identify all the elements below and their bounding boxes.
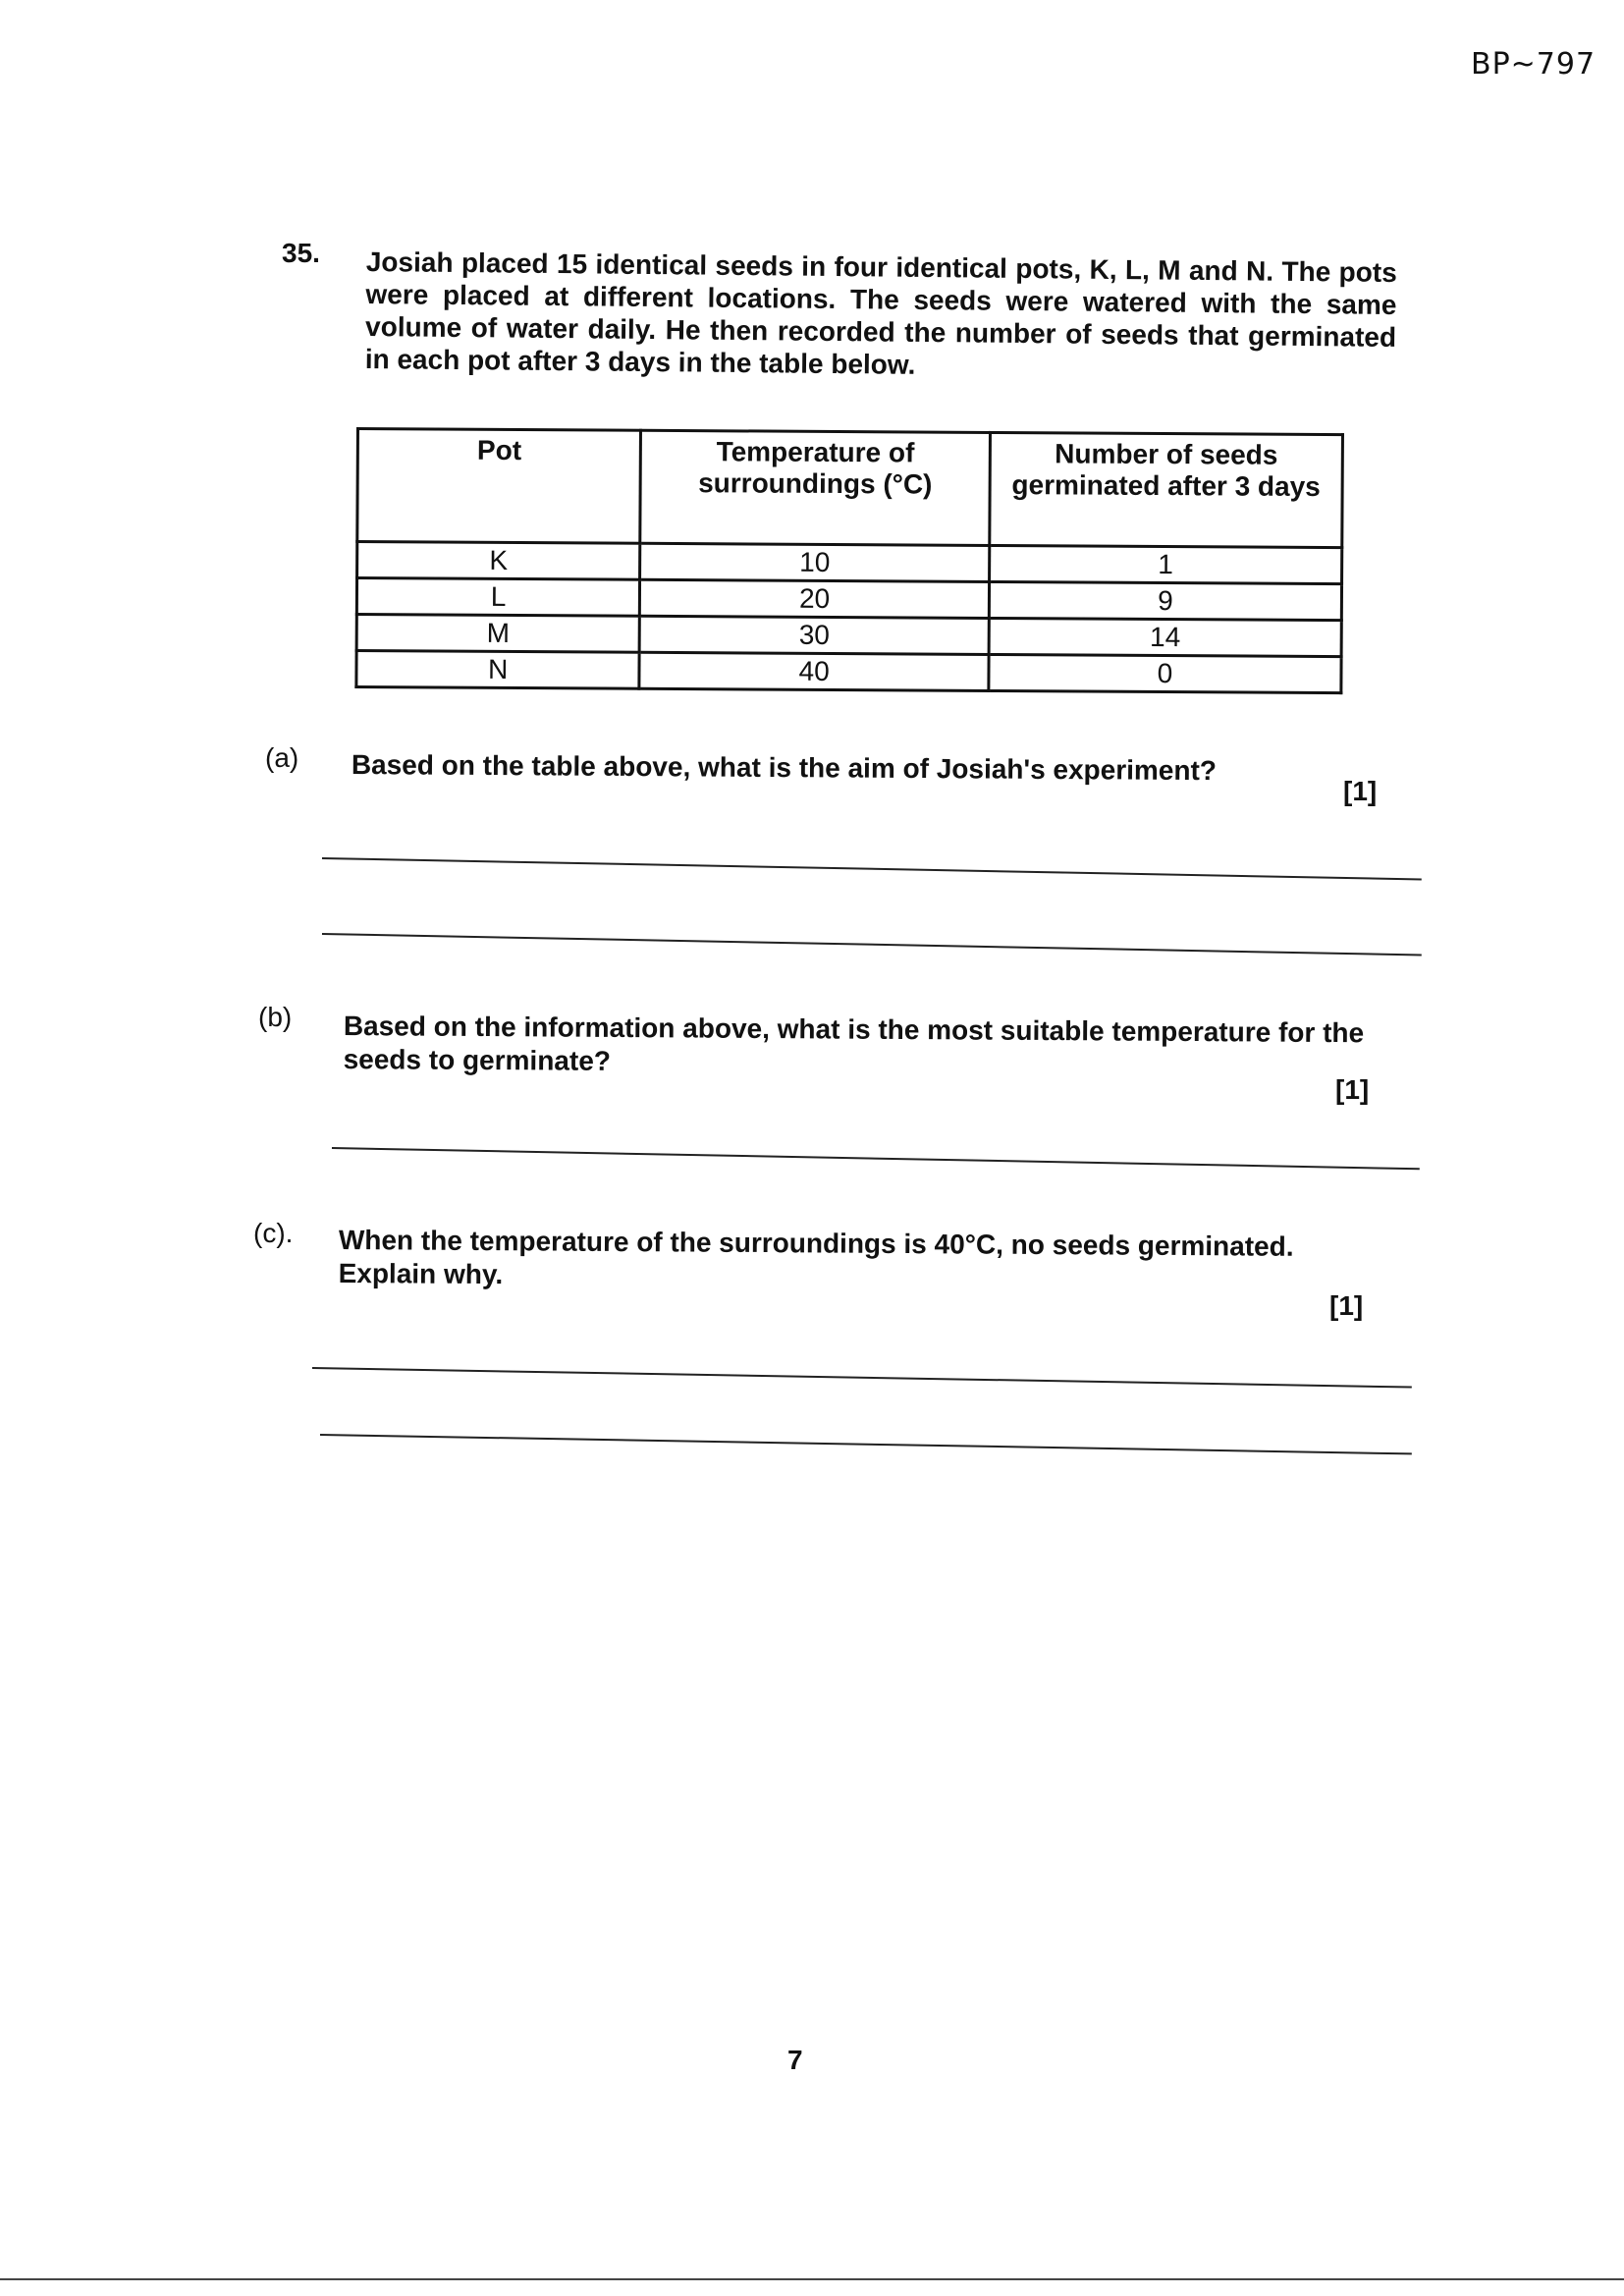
part-c-label: (c). bbox=[253, 1218, 294, 1248]
page-code: BP~797 bbox=[1471, 47, 1597, 82]
table-row bbox=[356, 615, 1341, 657]
cell-temperature: 40 bbox=[639, 652, 989, 690]
table-row bbox=[356, 578, 1341, 621]
table-header-row bbox=[357, 429, 1343, 548]
part-a-answer-line-1[interactable] bbox=[322, 857, 1422, 881]
part-c-text: When the temperature of the surroundings is 40°C, no seeds germinated. Explain why. bbox=[338, 1225, 1294, 1290]
cell-temperature: 30 bbox=[639, 616, 989, 654]
table-row bbox=[356, 651, 1341, 693]
part-a-label: (a) bbox=[265, 742, 299, 773]
cell-pot: K bbox=[357, 542, 641, 580]
part-c-marks: [1] bbox=[1329, 1290, 1364, 1321]
part-c-answer-line-1[interactable] bbox=[312, 1367, 1412, 1389]
cell-seeds: 0 bbox=[989, 654, 1341, 692]
page-number: 7 bbox=[787, 2045, 803, 2075]
table-row bbox=[357, 542, 1342, 584]
header-pot: Pot bbox=[357, 429, 641, 544]
cell-seeds: 9 bbox=[989, 581, 1341, 620]
part-a-text: Based on the table above, what is the aim of Josiah's experiment? bbox=[351, 749, 1218, 787]
cell-pot: N bbox=[356, 651, 640, 689]
question-number: 35. bbox=[282, 238, 320, 268]
part-b-text: Based on the information above, what is the most suitable temperature for the seeds to germinate? bbox=[343, 1011, 1365, 1076]
cell-temperature: 10 bbox=[640, 543, 990, 581]
page-bottom-edge bbox=[0, 2278, 1624, 2280]
cell-seeds: 14 bbox=[989, 618, 1341, 656]
part-a-marks: [1] bbox=[1343, 776, 1378, 806]
cell-seeds: 1 bbox=[990, 545, 1342, 583]
results-table bbox=[354, 427, 1344, 694]
header-temperature: Temperature of surroundings (°C) bbox=[640, 430, 990, 545]
part-c-answer-line-2[interactable] bbox=[320, 1434, 1412, 1454]
header-seeds: Number of seeds germinated after 3 days bbox=[990, 432, 1343, 547]
part-b-answer-line[interactable] bbox=[332, 1147, 1420, 1170]
cell-pot: M bbox=[356, 615, 640, 653]
cell-temperature: 20 bbox=[640, 579, 990, 618]
part-b-marks: [1] bbox=[1335, 1074, 1370, 1105]
part-b-label: (b) bbox=[258, 1002, 293, 1032]
part-a-answer-line-2[interactable] bbox=[322, 933, 1422, 957]
cell-pot: L bbox=[356, 578, 640, 617]
question-stem: Josiah placed 15 identical seeds in four identical pots, K, L, M and N. The pots were placed at different locations. The seeds were watered with the same volume of water daily. He then recorded the number of seeds that germinated in each pot after 3 days in the table below. bbox=[364, 246, 1397, 380]
